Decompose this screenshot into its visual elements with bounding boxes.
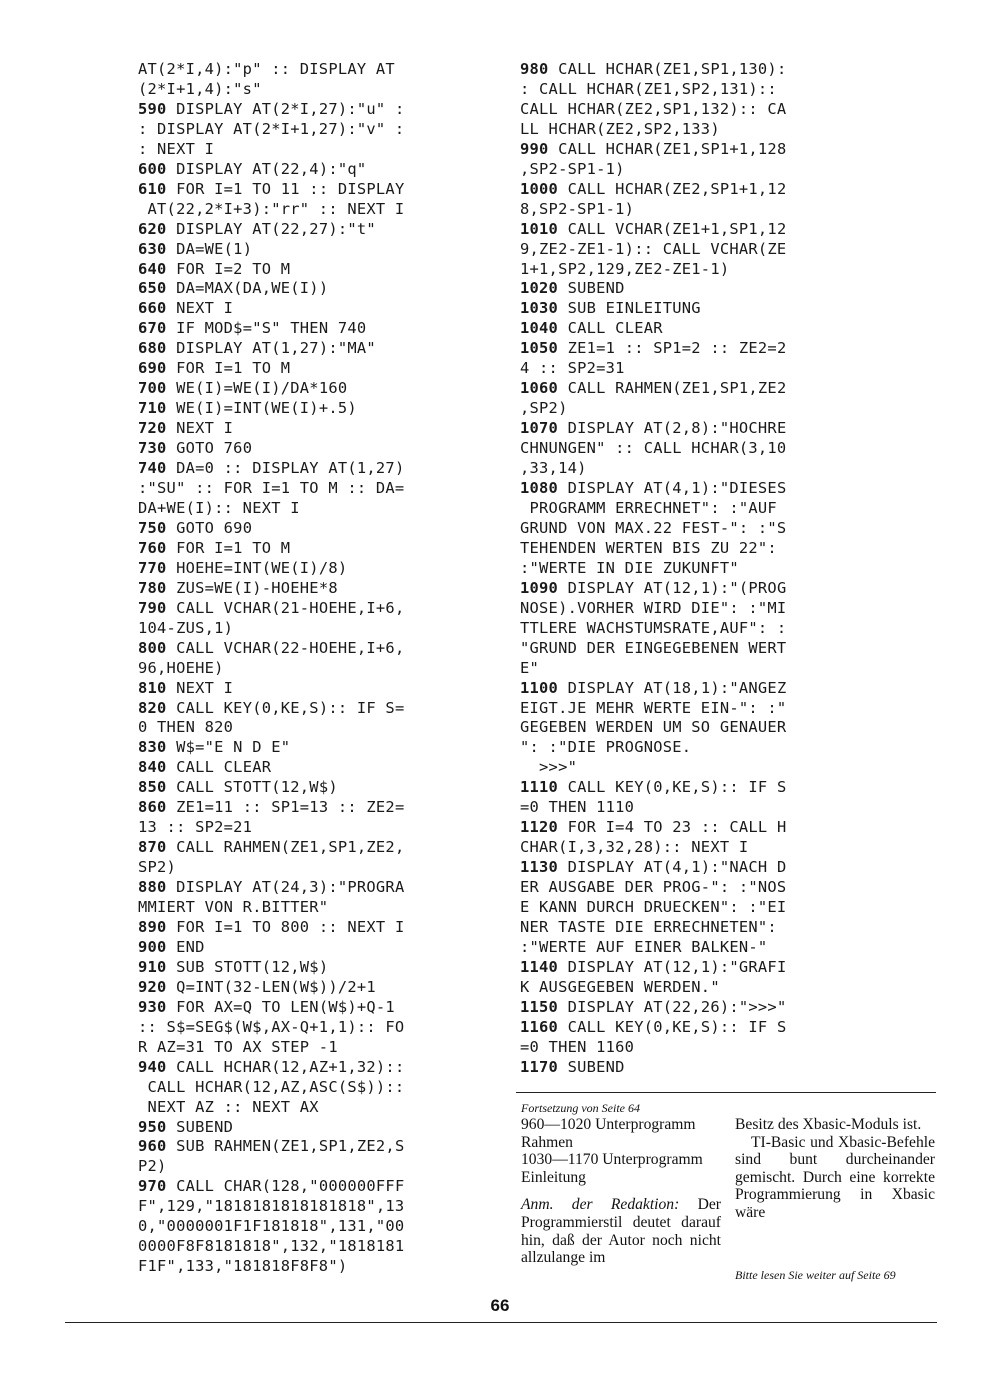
code-line xyxy=(138,699,488,719)
code-text: :: S$=SEG$(W$,AX-Q+1,1):: FO xyxy=(138,1017,405,1036)
code-text: ZUS=WE(I)-HOEHE*8 xyxy=(166,578,338,597)
code-line xyxy=(138,758,488,778)
code-text: :"SU" :: FOR I=1 TO M :: DA= xyxy=(138,479,405,498)
code-line xyxy=(520,758,865,778)
code-text: CALL STOTT(12,W$) xyxy=(166,778,338,797)
code-line xyxy=(138,439,488,459)
code-line xyxy=(520,978,865,998)
footnote-column-2 xyxy=(735,1116,935,1222)
code-line xyxy=(520,260,865,280)
footnote-entry-einleitung: 1030—1170 Unterprogramm Einleitung xyxy=(521,1151,703,1186)
line-number: 950 xyxy=(138,1117,167,1136)
line-number: 1030 xyxy=(520,299,559,318)
code-line xyxy=(138,559,488,579)
code-text: NEXT I xyxy=(166,299,234,318)
code-line xyxy=(138,279,488,299)
page-number: 66 xyxy=(490,1296,510,1315)
code-line xyxy=(138,659,488,679)
code-line xyxy=(138,798,488,818)
line-number: 740 xyxy=(138,459,167,478)
code-text: LL HCHAR(ZE2,SP2,133) xyxy=(520,119,720,138)
code-text: CALL HCHAR(ZE1,SP1,130): xyxy=(548,60,787,78)
code-line xyxy=(138,160,488,180)
code-line xyxy=(138,1038,488,1058)
code-text: 9,ZE2-ZE1-1):: CALL VCHAR(ZE xyxy=(520,239,787,258)
code-text: E KANN DURCH DRUECKEN": :"EI xyxy=(520,898,787,917)
code-text: NEXT I xyxy=(166,678,234,697)
code-line xyxy=(138,918,488,938)
code-text: ": :"DIE PROGNOSE. xyxy=(520,738,692,757)
code-line xyxy=(138,60,488,80)
code-line xyxy=(520,619,865,639)
code-text: FOR I=1 TO 11 :: DISPLAY xyxy=(166,179,405,198)
code-line xyxy=(520,499,865,519)
code-line xyxy=(138,479,488,499)
line-number: 1100 xyxy=(520,678,559,697)
code-text: NER TASTE DIE ERRECHNETEN": xyxy=(520,917,777,936)
line-number: 700 xyxy=(138,379,167,398)
line-number: 1150 xyxy=(520,997,559,1016)
code-text: SUB STOTT(12,W$) xyxy=(166,957,329,976)
code-text: DA=0 :: DISPLAY AT(1,27) xyxy=(166,459,405,478)
code-text: ,SP2-SP1-1) xyxy=(520,159,625,178)
code-text: ,SP2) xyxy=(520,399,568,418)
line-number: 660 xyxy=(138,299,167,318)
code-text: CALL HCHAR(ZE2,SP1,132):: CA xyxy=(520,99,787,118)
code-text: GOTO 760 xyxy=(166,439,253,458)
code-text: SUB EINLEITUNG xyxy=(558,299,701,318)
code-text: DISPLAY AT(12,1):"GRAFI xyxy=(558,957,787,976)
line-number: 840 xyxy=(138,758,167,777)
code-text: DA=WE(1) xyxy=(166,239,253,258)
code-line xyxy=(520,399,865,419)
code-line xyxy=(138,1058,488,1078)
code-line xyxy=(520,798,865,818)
code-text: SUB RAHMEN(ZE1,SP1,ZE2,S xyxy=(166,1137,405,1156)
code-text: DISPLAY AT(18,1):"ANGEZ xyxy=(558,678,787,697)
code-line xyxy=(138,1098,488,1118)
line-number: 1000 xyxy=(520,179,559,198)
code-line xyxy=(520,279,865,299)
line-number: 590 xyxy=(138,99,167,118)
code-text: GEGEBEN WERDEN UM SO GENAUER xyxy=(520,718,787,737)
line-number: 1020 xyxy=(520,279,559,298)
code-line xyxy=(520,718,865,738)
code-text: DA+WE(I):: NEXT I xyxy=(138,498,300,517)
line-number: 1130 xyxy=(520,858,559,877)
line-number: 850 xyxy=(138,778,167,797)
code-line xyxy=(520,958,865,978)
code-line xyxy=(138,1217,488,1237)
code-text: DISPLAY AT(12,1):"(PROG xyxy=(558,578,787,597)
code-line xyxy=(520,299,865,319)
code-line xyxy=(138,260,488,280)
code-line xyxy=(520,679,865,699)
code-line xyxy=(520,559,865,579)
line-number: 1110 xyxy=(520,778,559,797)
line-number: 930 xyxy=(138,997,167,1016)
footnote-column-1 xyxy=(521,1100,721,1267)
line-number: 900 xyxy=(138,937,167,956)
code-text: CALL VCHAR(22-HOEHE,I+6, xyxy=(166,638,405,657)
code-text: END xyxy=(166,937,205,956)
code-line xyxy=(138,1078,488,1098)
code-line xyxy=(138,240,488,260)
line-number: 640 xyxy=(138,259,167,278)
code-line xyxy=(138,1177,488,1197)
line-number: 920 xyxy=(138,977,167,996)
code-text: GOTO 690 xyxy=(166,518,253,537)
code-line xyxy=(138,858,488,878)
code-text: DISPLAY AT(4,1):"NACH D xyxy=(558,858,787,877)
code-text: ,33,14) xyxy=(520,459,587,478)
code-text: R AZ=31 TO AX STEP -1 xyxy=(138,1037,338,1056)
code-text: 0 THEN 820 xyxy=(138,718,234,737)
code-line xyxy=(520,200,865,220)
footer-divider xyxy=(516,1092,936,1093)
code-line xyxy=(138,200,488,220)
code-text: F",129,"1818181818181818",13 xyxy=(138,1197,405,1216)
line-number: 810 xyxy=(138,678,167,697)
code-line xyxy=(138,1137,488,1157)
code-line xyxy=(520,898,865,918)
code-text: ZE1=11 :: SP1=13 :: ZE2= xyxy=(166,798,405,817)
code-line xyxy=(138,419,488,439)
code-text: CALL HCHAR(12,AZ,ASC(S$)):: xyxy=(138,1077,405,1096)
code-text: WE(I)=INT(WE(I)+.5) xyxy=(166,399,357,418)
line-number: 650 xyxy=(138,279,167,298)
line-number: 960 xyxy=(138,1137,167,1156)
code-text: :"WERTE IN DIE ZUKUNFT" xyxy=(520,558,739,577)
code-line xyxy=(520,419,865,439)
code-column-left xyxy=(138,60,488,1277)
code-line xyxy=(520,379,865,399)
code-line xyxy=(520,579,865,599)
code-text: NEXT I xyxy=(166,419,234,438)
code-line xyxy=(138,359,488,379)
line-number: 680 xyxy=(138,339,167,358)
code-line xyxy=(520,459,865,479)
code-line xyxy=(138,1018,488,1038)
line-number: 1010 xyxy=(520,219,559,238)
code-text: 104-ZUS,1) xyxy=(138,618,234,637)
code-line xyxy=(520,100,865,120)
code-line xyxy=(520,878,865,898)
code-line xyxy=(138,1118,488,1138)
code-column-right xyxy=(520,60,865,1078)
code-text: NEXT AZ :: NEXT AX xyxy=(138,1097,319,1116)
line-number: 800 xyxy=(138,638,167,657)
code-line xyxy=(520,339,865,359)
code-text: FOR I=4 TO 23 :: CALL H xyxy=(558,818,787,837)
code-line xyxy=(138,379,488,399)
code-line xyxy=(138,818,488,838)
editor-note-paragraph: TI-Basic und Xbasic-Befehle sind bunt durcheinander gemischt. Durch eine korrekte Programmierung in Xbasic wäre xyxy=(735,1133,935,1221)
code-text: CALL KEY(0,KE,S):: IF S= xyxy=(166,698,405,717)
code-line xyxy=(520,998,865,1018)
footnote-entry-rahmen: 960—1020 Unterprogramm Rahmen xyxy=(521,1116,696,1151)
line-number: 830 xyxy=(138,738,167,757)
code-line xyxy=(520,319,865,339)
code-text: SUBEND xyxy=(166,1117,234,1136)
code-text: CALL KEY(0,KE,S):: IF S xyxy=(558,1017,787,1036)
code-text: E" xyxy=(520,658,540,677)
line-number: 1040 xyxy=(520,319,559,338)
code-line xyxy=(520,778,865,798)
editor-note xyxy=(521,1196,721,1266)
code-text: ZE1=1 :: SP1=2 :: ZE2=2 xyxy=(558,339,787,358)
code-text: DISPLAY AT(22,4):"q" xyxy=(166,159,367,178)
line-number: 870 xyxy=(138,838,167,857)
code-line xyxy=(520,1018,865,1038)
code-line xyxy=(138,459,488,479)
code-text: DISPLAY AT(24,3):"PROGRA xyxy=(166,878,405,897)
line-number: 860 xyxy=(138,798,167,817)
line-number: 1120 xyxy=(520,818,559,837)
code-line xyxy=(138,738,488,758)
code-text: CALL CHAR(128,"000000FFF xyxy=(166,1177,405,1196)
code-text: PROGRAMM ERRECHNET": :"AUF xyxy=(520,498,777,517)
code-line xyxy=(138,1157,488,1177)
line-number: 1160 xyxy=(520,1017,559,1036)
line-number: 600 xyxy=(138,159,167,178)
code-text: (2*I+1,4):"s" xyxy=(138,79,262,98)
code-line xyxy=(520,1038,865,1058)
line-number: 730 xyxy=(138,439,167,458)
code-text: K AUSGEGEBEN WERDEN." xyxy=(520,977,720,996)
code-text: "GRUND DER EINGEGEBENEN WERT xyxy=(520,638,787,657)
code-text: CALL RAHMEN(ZE1,SP1,ZE2 xyxy=(558,379,787,398)
bottom-rule xyxy=(65,1322,937,1323)
line-number: 1050 xyxy=(520,339,559,358)
code-text: SP2) xyxy=(138,858,177,877)
code-text: FOR I=1 TO M xyxy=(166,359,291,378)
code-text: CALL HCHAR(12,AZ+1,32):: xyxy=(166,1057,405,1076)
continued-from-note: Fortsetzung von Seite 64 xyxy=(521,1101,640,1115)
code-text: : CALL HCHAR(ZE1,SP2,131):: xyxy=(520,79,777,98)
line-number: 890 xyxy=(138,917,167,936)
code-text: :"WERTE AUF EINER BALKEN-" xyxy=(520,937,768,956)
code-line xyxy=(138,100,488,120)
code-line xyxy=(138,180,488,200)
code-line xyxy=(138,220,488,240)
code-text: CALL CLEAR xyxy=(166,758,272,777)
code-text: 0000F8F8181818",132,"1818181 xyxy=(138,1237,405,1256)
code-line xyxy=(520,918,865,938)
code-text: CALL HCHAR(ZE1,SP1+1,128 xyxy=(548,139,787,158)
code-text: DISPLAY AT(22,26):">>>" xyxy=(558,997,787,1016)
code-text: FOR AX=Q TO LEN(W$)+Q-1 xyxy=(166,997,395,1016)
code-text: DISPLAY AT(2,8):"HOCHRE xyxy=(558,419,787,438)
code-line xyxy=(138,898,488,918)
code-line xyxy=(520,938,865,958)
code-text: : NEXT I xyxy=(138,139,215,158)
code-line xyxy=(138,579,488,599)
code-line xyxy=(138,838,488,858)
code-text: CHAR(I,3,32,28):: NEXT I xyxy=(520,838,749,857)
code-text: CHNUNGEN" :: CALL HCHAR(3,10 xyxy=(520,439,787,458)
code-text: P2) xyxy=(138,1157,167,1176)
code-line xyxy=(138,80,488,100)
code-line xyxy=(520,519,865,539)
code-line xyxy=(520,479,865,499)
line-number: 1140 xyxy=(520,957,559,976)
code-text: =0 THEN 1110 xyxy=(520,798,635,817)
editor-note-label: Anm. der Redaktion: xyxy=(521,1196,680,1214)
code-text: 96,HOEHE) xyxy=(138,658,224,677)
code-text: TTLERE WACHSTUMSRATE,AUF": : xyxy=(520,618,787,637)
code-text: CALL HCHAR(ZE2,SP1+1,12 xyxy=(558,179,787,198)
code-line xyxy=(520,539,865,559)
code-text: AT(2*I,4):"p" :: DISPLAY AT xyxy=(138,60,395,78)
line-number: 770 xyxy=(138,558,167,577)
code-line xyxy=(520,818,865,838)
code-text: 4 :: SP2=31 xyxy=(520,359,625,378)
line-number: 880 xyxy=(138,878,167,897)
code-text: TEHENDEN WERTEN BIS ZU 22": xyxy=(520,538,777,557)
code-text: GRUND VON MAX.22 FEST-": :"S xyxy=(520,518,787,537)
code-text: =0 THEN 1160 xyxy=(520,1037,635,1056)
code-line xyxy=(520,140,865,160)
code-line xyxy=(138,120,488,140)
line-number: 690 xyxy=(138,359,167,378)
code-text: HOEHE=INT(WE(I)/8) xyxy=(166,558,348,577)
code-text: FOR I=2 TO M xyxy=(166,259,291,278)
code-text: MMIERT VON R.BITTER" xyxy=(138,898,329,917)
code-text: >>>" xyxy=(520,758,578,777)
code-line xyxy=(520,659,865,679)
code-line xyxy=(138,639,488,659)
code-line xyxy=(138,1237,488,1257)
line-number: 670 xyxy=(138,319,167,338)
line-number: 620 xyxy=(138,219,167,238)
code-text: : DISPLAY AT(2*I+1,27):"v" : xyxy=(138,119,405,138)
code-line xyxy=(138,1257,488,1277)
line-number: 990 xyxy=(520,139,549,158)
code-line xyxy=(138,679,488,699)
code-text: EIGT.JE MEHR WERTE EIN-": :" xyxy=(520,698,787,717)
code-line xyxy=(138,499,488,519)
code-line xyxy=(138,938,488,958)
code-line xyxy=(138,519,488,539)
code-text: W$="E N D E" xyxy=(166,738,291,757)
code-text: DA=MAX(DA,WE(I)) xyxy=(166,279,329,298)
line-number: 1070 xyxy=(520,419,559,438)
code-line xyxy=(138,619,488,639)
code-text: WE(I)=WE(I)/DA*160 xyxy=(166,379,348,398)
code-line xyxy=(138,140,488,160)
code-line xyxy=(138,718,488,738)
continued-on-note: Bitte lesen Sie weiter auf Seite 69 xyxy=(735,1268,896,1282)
code-text: DISPLAY AT(4,1):"DIESES xyxy=(558,479,787,498)
code-line xyxy=(138,958,488,978)
code-line xyxy=(138,319,488,339)
line-number: 980 xyxy=(520,60,549,78)
code-line xyxy=(138,299,488,319)
code-line xyxy=(138,599,488,619)
code-line xyxy=(138,539,488,559)
code-text: NOSE).VORHER WIRD DIE": :"MI xyxy=(520,598,787,617)
code-text: 1+1,SP2,129,ZE2-ZE1-1) xyxy=(520,259,730,278)
line-number: 1090 xyxy=(520,578,559,597)
code-text: FOR I=1 TO 800 :: NEXT I xyxy=(166,917,405,936)
line-number: 630 xyxy=(138,239,167,258)
code-text: F1F",133,"181818F8F8") xyxy=(138,1257,348,1276)
line-number: 940 xyxy=(138,1057,167,1076)
code-line xyxy=(520,599,865,619)
code-line xyxy=(138,878,488,898)
line-number: 750 xyxy=(138,518,167,537)
code-text: DISPLAY AT(1,27):"MA" xyxy=(166,339,376,358)
line-number: 910 xyxy=(138,957,167,976)
code-line xyxy=(520,220,865,240)
code-text: DISPLAY AT(22,27):"t" xyxy=(166,219,376,238)
code-line xyxy=(520,1058,865,1078)
line-number: 1170 xyxy=(520,1057,559,1076)
code-line xyxy=(520,699,865,719)
code-text: SUBEND xyxy=(558,1057,625,1076)
code-line xyxy=(520,439,865,459)
code-line xyxy=(520,80,865,100)
code-line xyxy=(138,339,488,359)
code-line xyxy=(520,858,865,878)
code-text: 8,SP2-SP1-1) xyxy=(520,199,635,218)
line-number: 720 xyxy=(138,419,167,438)
code-line xyxy=(520,639,865,659)
code-line xyxy=(138,978,488,998)
line-number: 760 xyxy=(138,538,167,557)
line-number: 820 xyxy=(138,698,167,717)
code-line xyxy=(138,998,488,1018)
code-text: CALL CLEAR xyxy=(558,319,663,338)
line-number: 610 xyxy=(138,179,167,198)
line-number: 1080 xyxy=(520,479,559,498)
code-text: CALL RAHMEN(ZE1,SP1,ZE2, xyxy=(166,838,405,857)
code-line xyxy=(520,738,865,758)
line-number: 780 xyxy=(138,578,167,597)
code-line xyxy=(520,60,865,80)
code-text: IF MOD$="S" THEN 740 xyxy=(166,319,367,338)
code-text: CALL VCHAR(21-HOEHE,I+6, xyxy=(166,598,405,617)
code-line xyxy=(520,838,865,858)
code-text: CALL KEY(0,KE,S):: IF S xyxy=(558,778,787,797)
code-text: 13 :: SP2=21 xyxy=(138,818,253,837)
code-line xyxy=(520,160,865,180)
line-number: 1060 xyxy=(520,379,559,398)
code-line xyxy=(138,399,488,419)
code-line xyxy=(520,180,865,200)
editor-note-continued: Besitz des Xbasic-Moduls ist. xyxy=(735,1116,922,1133)
line-number: 710 xyxy=(138,399,167,418)
code-text: SUBEND xyxy=(558,279,625,298)
code-line xyxy=(520,240,865,260)
code-text: AT(22,2*I+3):"rr" :: NEXT I xyxy=(138,199,405,218)
line-number: 790 xyxy=(138,598,167,617)
code-line xyxy=(138,778,488,798)
code-text: Q=INT(32-LEN(W$))/2+1 xyxy=(166,977,376,996)
code-text: 0,"0000001F1F181818",131,"00 xyxy=(138,1217,405,1236)
code-text: DISPLAY AT(2*I,27):"u" : xyxy=(166,99,405,118)
code-text: ER AUSGABE DER PROG-": :"NOS xyxy=(520,878,787,897)
code-line xyxy=(520,359,865,379)
code-line xyxy=(520,120,865,140)
code-text: CALL VCHAR(ZE1+1,SP1,12 xyxy=(558,219,787,238)
code-line xyxy=(138,1197,488,1217)
line-number: 970 xyxy=(138,1177,167,1196)
editor-note-text: Der Programmierstil deutet darauf hin, daß der Autor noch nicht allzulange im xyxy=(521,1196,721,1267)
code-text: FOR I=1 TO M xyxy=(166,538,291,557)
